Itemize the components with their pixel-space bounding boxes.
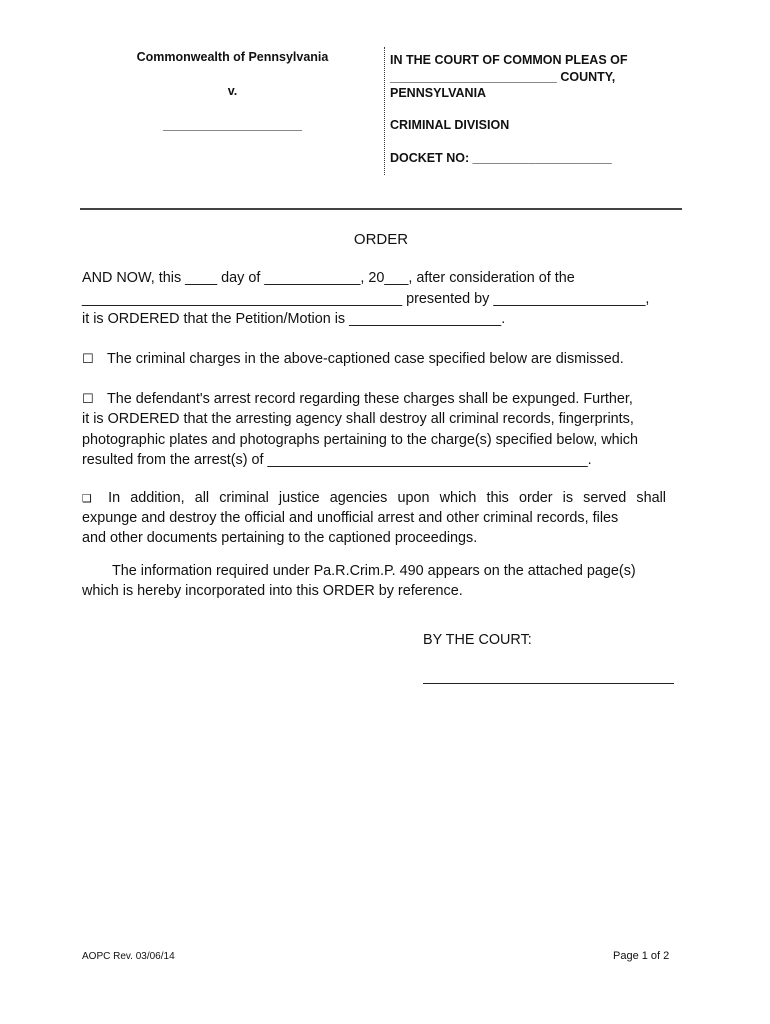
court-line-3: PENNSYLVANIA (390, 86, 487, 100)
checkbox-dismissed[interactable]: ☐ (82, 352, 94, 367)
item-agencies-line-2: expunge and destroy the official and unofficial arrest and other criminal records, files (82, 510, 619, 526)
item-expunge-line-1: The defendant's arrest record regarding these charges shall be expunged. Further, (107, 391, 633, 407)
checkbox-expunge-record[interactable]: ☐ (82, 392, 94, 407)
order-title: ORDER (353, 231, 409, 248)
division-label: CRIMINAL DIVISION (390, 118, 510, 132)
intro-line-1: AND NOW, this ____ day of ____________, 20___, after consideration of the (82, 270, 575, 286)
page-number: Page 1 of 2 (613, 950, 670, 962)
item-agencies-line-1-wrap (82, 488, 666, 510)
item-agencies (82, 488, 666, 510)
checkbox-agencies[interactable]: ❑ (82, 492, 92, 505)
item-expunge-line-3: photographic plates and photographs pertaining to the charge(s) specified below, which (82, 432, 638, 448)
item-expunge-line-2: it is ORDERED that the arresting agency shall destroy all criminal records, fingerprints, (82, 411, 634, 427)
header-rule (80, 208, 682, 210)
county-blank[interactable]: ________________________ COUNTY, (390, 70, 616, 84)
item-dismissed (82, 349, 624, 371)
info-line-2: which is hereby incorporated into this ORDER by reference. (82, 583, 463, 599)
form-revision-id: AOPC Rev. 03/06/14 (82, 951, 175, 962)
item-dismissed-text: The criminal charges in the above-captioned case specified below are dismissed. (107, 351, 624, 367)
intro-line-2: ________________________________________ presented by ___________________, (82, 291, 650, 307)
item-expunge-record (82, 389, 633, 411)
defendant-blank[interactable]: ____________________ (162, 118, 303, 132)
caption-divider (384, 47, 385, 175)
judge-signature-line[interactable] (423, 683, 674, 684)
court-line-1: IN THE COURT OF COMMON PLEAS OF (390, 53, 628, 67)
item-expunge-line-4: resulted from the arrest(s) of ________________________________________. (82, 452, 592, 468)
plaintiff-name: Commonwealth of Pennsylvania (136, 50, 329, 64)
item-agencies-line-3: and other documents pertaining to the captioned proceedings. (82, 530, 478, 546)
versus-label: v. (227, 84, 238, 98)
item-agencies-line-1: In addition, all criminal justice agencies upon which this order is served shall (108, 490, 667, 506)
by-the-court-label: BY THE COURT: (423, 632, 532, 648)
info-line-1: The information required under Pa.R.Crim.P. 490 appears on the attached page(s) (112, 563, 636, 579)
intro-line-3: it is ORDERED that the Petition/Motion is ___________________. (82, 311, 506, 327)
docket-number-field[interactable]: DOCKET NO: ____________________ (390, 151, 612, 165)
